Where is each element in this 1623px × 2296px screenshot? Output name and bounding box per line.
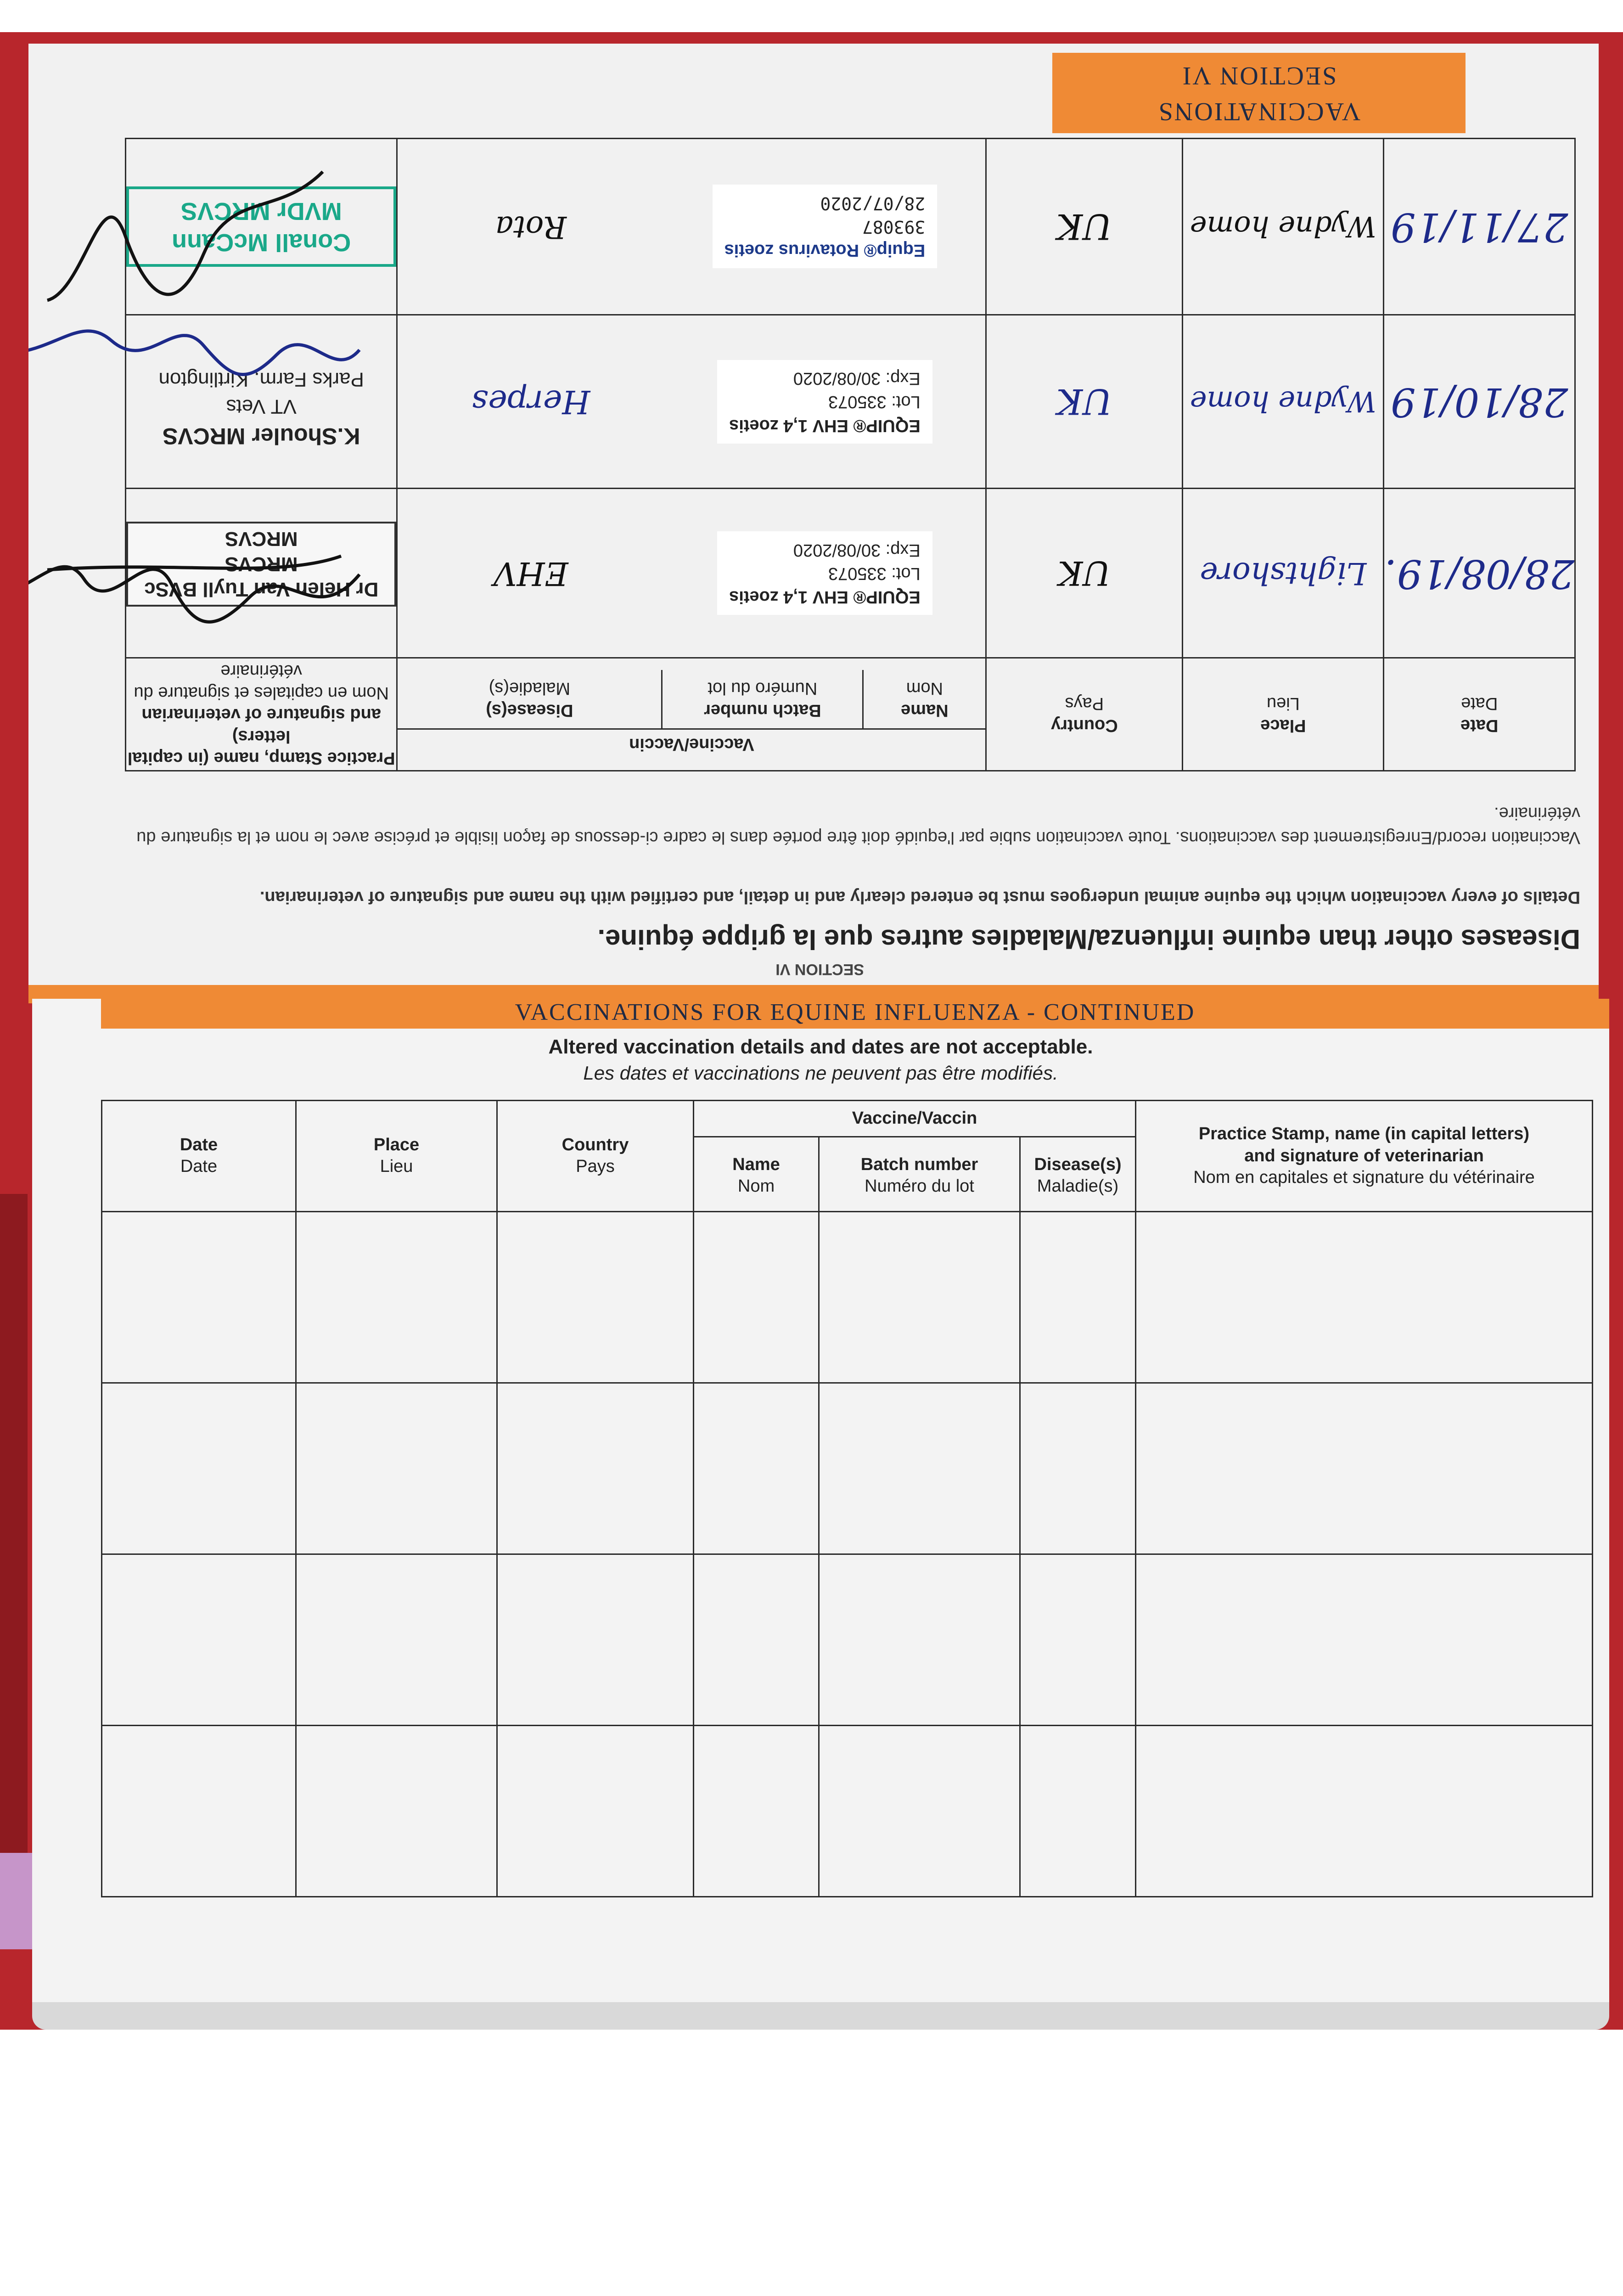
- empty-cell-stamp[interactable]: [1136, 1725, 1593, 1896]
- table-row: [102, 1554, 1593, 1725]
- row2-place-text: Wydne home: [1190, 385, 1376, 419]
- row3-stamp: [126, 139, 397, 315]
- bottom-banner-text: VACCINATIONS FOR EQUINE INFLUENZA - CONTINUED: [515, 999, 1196, 1025]
- row3-country: [986, 139, 1183, 315]
- row1-stamp-line2: MRCVS: [225, 527, 298, 550]
- top-header-batch-label: Batch number: [704, 700, 821, 720]
- bottom-header-country-fr: Pays: [576, 1157, 615, 1176]
- row3-date: [1384, 139, 1575, 315]
- bottom-header-date: [102, 1101, 296, 1212]
- empty-cell-stamp[interactable]: [1136, 1554, 1593, 1725]
- row1-stamp: [126, 489, 397, 658]
- row2-place: [1183, 315, 1384, 489]
- empty-cell-place[interactable]: [296, 1554, 497, 1725]
- top-header-stamp-line1: Practice Stamp, name (in capital letters): [127, 726, 395, 768]
- top-header-place: [1183, 658, 1384, 771]
- row1-country: [986, 489, 1183, 658]
- empty-cell-date[interactable]: [102, 1725, 296, 1896]
- bottom-page: [32, 999, 1609, 2030]
- bottom-header-place: [296, 1101, 497, 1212]
- bottom-header-vaccine: [694, 1101, 1136, 1212]
- row1-vaccine-label: [717, 531, 932, 615]
- top-header-country-fr: Pays: [1065, 694, 1104, 714]
- row2-vaccine-lot: Lot: 335073: [828, 392, 921, 412]
- bottom-header-stamp-fr: Nom en capitales et signature du vétérinaire: [1193, 1168, 1535, 1187]
- row3-place-text: Wydne home: [1190, 210, 1376, 244]
- row1-country-text: UK: [1058, 554, 1111, 593]
- top-vaccination-table: [125, 138, 1576, 771]
- top-banner: [1052, 53, 1466, 133]
- table-row: [126, 139, 1575, 315]
- row3-signature: [28, 158, 341, 310]
- top-header-disease: [398, 670, 661, 728]
- bottom-header-date-label: Date: [180, 1135, 218, 1154]
- empty-cell-vaccine[interactable]: [694, 1383, 1136, 1554]
- bottom-header-place-fr: Lieu: [380, 1157, 413, 1176]
- bottom-header-stamp: [1136, 1101, 1593, 1212]
- bottom-header-date-fr: Date: [180, 1157, 218, 1176]
- empty-cell-vaccine[interactable]: [694, 1725, 1136, 1896]
- bottom-header-batch-label: Batch number: [860, 1154, 978, 1174]
- row2-stamp-line3: Parks Farm, Kirtlington: [158, 368, 364, 391]
- top-banner-line2: SECTION VI: [1181, 61, 1337, 90]
- empty-cell-country[interactable]: [497, 1554, 694, 1725]
- empty-cell-place[interactable]: [296, 1383, 497, 1554]
- row3-vaccine-label: [713, 185, 938, 268]
- row3-vaccine-lot: 393087: [862, 217, 926, 237]
- row3-vaccine: [397, 139, 986, 315]
- table-row: [126, 489, 1575, 658]
- empty-cell-country[interactable]: [497, 1383, 694, 1554]
- bottom-header-stamp-line2: and signature of veterinarian: [1244, 1146, 1484, 1165]
- row3-stamp-line1: Conall McCann MVDr MRCVS: [172, 197, 351, 256]
- top-header-batch: [661, 670, 862, 728]
- row2-country-text: UK: [1056, 381, 1112, 422]
- top-header-vaccine: [397, 658, 986, 771]
- empty-cell-place[interactable]: [296, 1211, 497, 1383]
- top-heading: Diseases other than equine influenza/Maladies autres que la grippe équine.: [597, 924, 1580, 955]
- row1-vaccine-name: EQUIP® EHV 1,4 zoetis: [729, 587, 921, 607]
- row1-date-text: 28/08/19.: [1384, 550, 1574, 597]
- top-header-date: [1384, 658, 1575, 771]
- row1-vaccine: [397, 489, 986, 658]
- empty-cell-stamp[interactable]: [1136, 1383, 1593, 1554]
- bottom-header-country: [497, 1101, 694, 1212]
- bottom-vaccination-table: [101, 1100, 1593, 1897]
- bottom-header-name-fr: Nom: [737, 1176, 775, 1196]
- notice-en: Altered vaccination details and dates are not acceptable.: [548, 1035, 1093, 1058]
- empty-cell-date[interactable]: [102, 1554, 296, 1725]
- top-header-name-label: Name: [901, 700, 949, 720]
- notice-fr: Les dates et vaccinations ne peuvent pas être modifiés.: [583, 1062, 1058, 1084]
- top-instruction-fr: Vaccination record/Enregistrement des vaccinations. Toute vaccination subie par l'equidé doit être portée dans le cadre ci-dessous de façon lisible et précise avec le nom et la signature du vétérinaire.: [136, 803, 1580, 847]
- top-header-country: [986, 658, 1183, 771]
- top-instruction-en: Details of every vaccination which the equine animal undergoes must be entered clearly and in detail, and certified with the name and signature of veterinarian.: [259, 888, 1580, 907]
- top-header-name: [862, 670, 985, 728]
- empty-cell-stamp[interactable]: [1136, 1211, 1593, 1383]
- top-header-disease-fr: Maladie(s): [489, 679, 571, 698]
- table-row: [102, 1211, 1593, 1383]
- table-row: [126, 315, 1575, 489]
- empty-cell-country[interactable]: [497, 1211, 694, 1383]
- row2-vaccine-name: EQUIP® EHV 1,4 zoetis: [729, 416, 921, 435]
- empty-cell-place[interactable]: [296, 1725, 497, 1896]
- top-header-name-fr: Nom: [906, 679, 943, 698]
- top-header-disease-label: Disease(s): [486, 700, 573, 720]
- row2-stamp: [126, 315, 397, 489]
- row2-vaccine-exp: Exp: 30/08/2020: [793, 368, 921, 388]
- row2-signature: [28, 318, 369, 391]
- row3-place: [1183, 139, 1384, 315]
- top-header-place-fr: Lieu: [1266, 694, 1300, 714]
- row1-stamp-line1: Dr Helen Van Tuyll BVSc MRCVS: [144, 552, 379, 601]
- row3-country-text: UK: [1056, 206, 1112, 247]
- bottom-header-stamp-line1: Practice Stamp, name (in capital letters): [1198, 1124, 1530, 1143]
- row1-date: [1384, 489, 1575, 658]
- row1-place-text: Lightshore: [1200, 556, 1367, 591]
- bottom-header-name-label: Name: [732, 1154, 780, 1174]
- top-section-label: SECTION VI: [775, 961, 864, 978]
- row3-disease: Rota: [495, 209, 567, 245]
- row1-signature: [28, 547, 369, 648]
- row3-vaccine-exp: 28/07/2020: [820, 193, 926, 214]
- bottom-header-disease: [1021, 1137, 1135, 1211]
- row2-stamp-line1: K.Shouler MRCVS: [162, 423, 360, 449]
- top-header-stamp-line2: and signature of veterinarian: [141, 705, 381, 725]
- row1-disease: EHV: [494, 554, 568, 592]
- bottom-header-batch: [820, 1137, 1021, 1211]
- empty-cell-vaccine[interactable]: [694, 1211, 1136, 1383]
- top-header-date-fr: Date: [1461, 694, 1498, 714]
- top-header-batch-fr: Numéro du lot: [708, 679, 818, 698]
- top-header-vaccine-label: Vaccine/Vaccin: [398, 728, 985, 759]
- table-row: [102, 1725, 1593, 1896]
- bottom-header-place-label: Place: [373, 1135, 420, 1154]
- row1-vaccine-exp: Exp: 30/08/2020: [793, 540, 921, 560]
- bottom-header-disease-label: Disease(s): [1034, 1154, 1122, 1174]
- row2-vaccine-label: [717, 360, 932, 444]
- empty-cell-date[interactable]: [102, 1383, 296, 1554]
- bottom-header-vaccine-label: Vaccine/Vaccin: [694, 1101, 1135, 1137]
- row2-country: [986, 315, 1183, 489]
- row2-stamp-line2: VT Vets: [226, 395, 297, 418]
- bottom-header-country-label: Country: [562, 1135, 629, 1154]
- row2-disease: Herpes: [472, 383, 590, 421]
- bottom-header-batch-fr: Numéro du lot: [865, 1176, 974, 1196]
- empty-cell-date[interactable]: [102, 1211, 296, 1383]
- bottom-header-name: [694, 1137, 820, 1211]
- row2-vaccine: [397, 315, 986, 489]
- row1-place: [1183, 489, 1384, 658]
- row3-date-text: 27/11/19: [1391, 204, 1568, 250]
- empty-cell-country[interactable]: [497, 1725, 694, 1896]
- top-header-stamp: [126, 658, 397, 771]
- bottom-banner: [101, 999, 1609, 1029]
- top-header-place-label: Place: [1260, 715, 1306, 735]
- top-banner-line1: VACCINATIONS: [1157, 97, 1361, 126]
- row2-date: [1384, 315, 1575, 489]
- row3-vaccine-name: Equip® Rotavirus zoetis: [724, 241, 926, 260]
- book-cover-edge: [0, 1194, 28, 1883]
- top-header-stamp-fr: Nom en capitales et signature du vétérinaire: [134, 661, 389, 703]
- empty-cell-vaccine[interactable]: [694, 1554, 1136, 1725]
- table-row: [102, 1383, 1593, 1554]
- top-header-date-label: Date: [1460, 715, 1499, 735]
- top-header-country-label: Country: [1051, 715, 1118, 735]
- row1-vaccine-lot: Lot: 335073: [828, 563, 921, 583]
- row2-date-text: 28/10/19: [1391, 379, 1568, 425]
- top-page-rotated: [28, 44, 1599, 1003]
- bottom-header-disease-fr: Maladie(s): [1037, 1176, 1119, 1196]
- top-page: [28, 44, 1599, 1003]
